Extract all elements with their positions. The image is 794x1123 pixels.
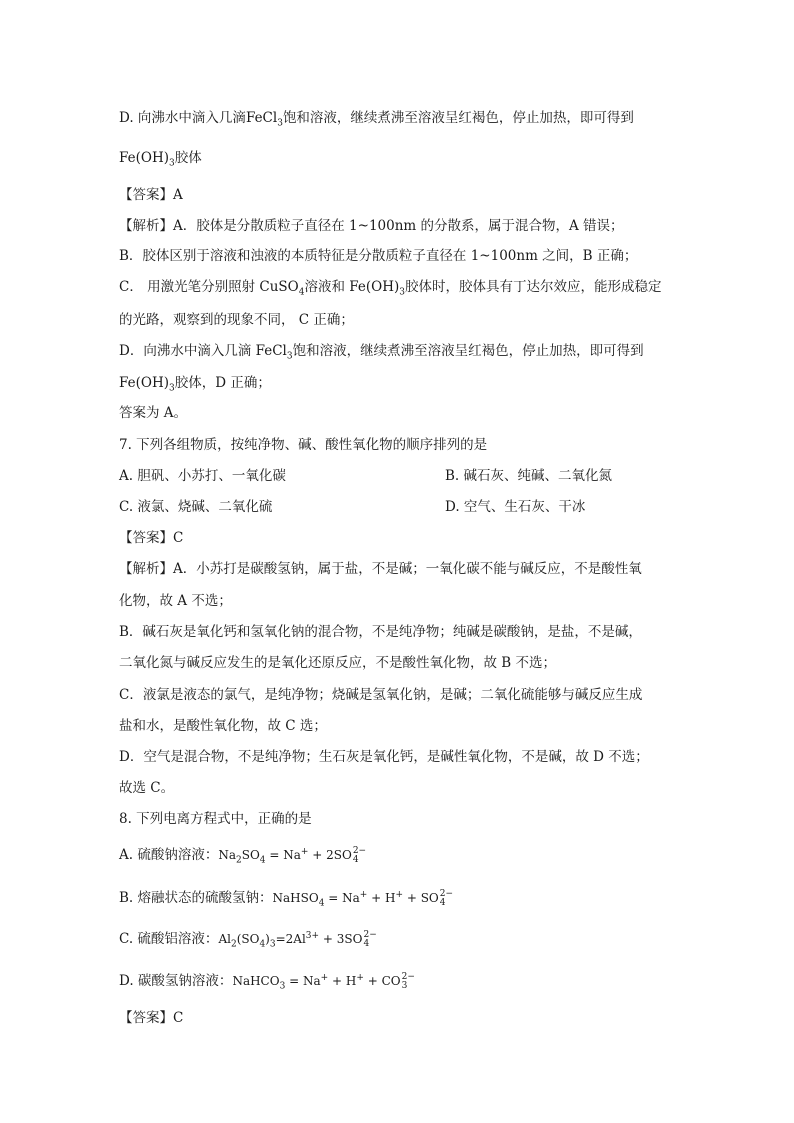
q8-stem: 8. 下列电离方程式中，正确的是 xyxy=(119,811,312,827)
q7-analysis-b-line2: 二氧化氮与碱反应发生的是氧化还原反应，不是酸性氧化物，故 B 不选； xyxy=(119,655,557,671)
formula-feoh3: $Fe(OH)_3$ xyxy=(119,150,175,169)
q6-option-d-text-b: 饱和溶液，继续煮沸至溶液呈红褐色，停止加热，即可得到 xyxy=(282,110,634,126)
q7-answer: 【答案】C xyxy=(119,530,184,546)
q7-analysis-a-line2: 化物，故 A 不选； xyxy=(119,593,232,609)
q7-option-a: A. 胆矾、小苏打、一氧化碳 xyxy=(119,468,286,484)
q8-answer: 【答案】C xyxy=(119,1010,184,1026)
q8-option-a-equation: $Na_2SO_4 = Na^+ + 2SO$ 2− 4 xyxy=(218,845,367,866)
q7-stem: 7. 下列各组物质，按纯净物、碱、酸性氧化物的顺序排列的是 xyxy=(119,437,488,453)
q8-option-a-label: A. 硫酸钠溶液： xyxy=(119,847,219,863)
formula-fecl3: FeCl$_3$ xyxy=(245,110,283,129)
q7-analysis-c-line1: C．液氯是液态的氯气，是纯净物；烧碱是氢氧化钠，是碱；二氧化硫能够与碱反应生成 xyxy=(119,687,643,703)
q7-option-d: D. 空气、生石灰、干冰 xyxy=(445,499,586,515)
q6-analysis-c-line2: 的光路，观察到的现象不同， C 正确； xyxy=(119,312,354,328)
q7-option-b: B. 碱石灰、纯碱、二氧化氮 xyxy=(445,468,613,484)
q8-option-c-label: C. 硫酸铝溶液： xyxy=(119,931,219,947)
q8-option-d-equation: NaHCO$_3$ = Na+ + H+ + CO 2− 3 xyxy=(232,971,415,992)
q7-option-c: C. 液氯、烧碱、二氧化硫 xyxy=(119,499,273,515)
q8-option-b-label: B. 熔融状态的硫酸氢钠： xyxy=(119,890,273,906)
q6-option-d-line1 xyxy=(119,109,634,127)
q8-option-b-equation: NaHSO$_4$ = Na+ + H+ + SO 2− 4 xyxy=(272,888,454,909)
q6-analysis-c-line1: C． 用激光笔分别照射 CuSO$_4$溶液和 $Fe(OH)_3$胶体时，胶体具有丁达尔效应，能形成稳定 xyxy=(119,279,662,298)
q6-option-d-colloid: 胶体 xyxy=(174,150,202,166)
q8-option-b xyxy=(119,889,453,908)
q8-option-c-equation: $Al_2(SO_4)_3=2Al^{3+} + 3SO$ 2− 4 xyxy=(218,929,377,950)
q6-analysis-d-line1: D．向沸水中滴入几滴 FeCl$_3$饱和溶液，继续煮沸至溶液呈红褐色，停止加热，即可得到 xyxy=(119,343,644,362)
q7-analysis-c-line2: 盐和水，是酸性氧化物，故 C 选； xyxy=(119,718,327,734)
q7-analysis-b-line1: B．碱石灰是氧化钙和氢氧化钠的混合物，不是纯净物；纯碱是碳酸钠，是盐，不是碱， xyxy=(119,624,642,640)
q7-analysis-d-line1: D．空气是混合物，不是纯净物；生石灰是氧化钙，是碱性氧化物，不是碱，故 D 不选； xyxy=(119,749,649,765)
q8-option-a xyxy=(119,846,366,865)
q6-conclusion: 答案为 A。 xyxy=(119,405,188,421)
q6-option-d-text-a: D. 向沸水中滴入几滴 xyxy=(119,110,246,126)
q6-analysis-a: 【解析】A．胶体是分散质粒子直径在 1~100nm 的分散系，属于混合物，A 错误； xyxy=(119,218,624,234)
q6-analysis-d-line2: $Fe(OH)_3$胶体，D 正确； xyxy=(119,375,271,394)
q7-conclusion: 故选 C。 xyxy=(119,780,175,796)
q6-option-d-line2 xyxy=(119,149,202,167)
q8-option-c xyxy=(119,930,377,949)
q7-analysis-a-line1: 【解析】A．小苏打是碳酸氢钠，属于盐，不是碱；一氧化碳不能与碱反应，不是酸性氧 xyxy=(119,561,642,577)
q6-analysis-b: B．胶体区别于溶液和浊液的本质特征是分散质粒子直径在 1~100nm 之间，B 正确； xyxy=(119,248,638,264)
q6-answer: 【答案】A xyxy=(119,187,183,203)
q8-option-d-label: D. 碳酸氢钠溶液： xyxy=(119,973,233,989)
q8-option-d xyxy=(119,972,415,991)
